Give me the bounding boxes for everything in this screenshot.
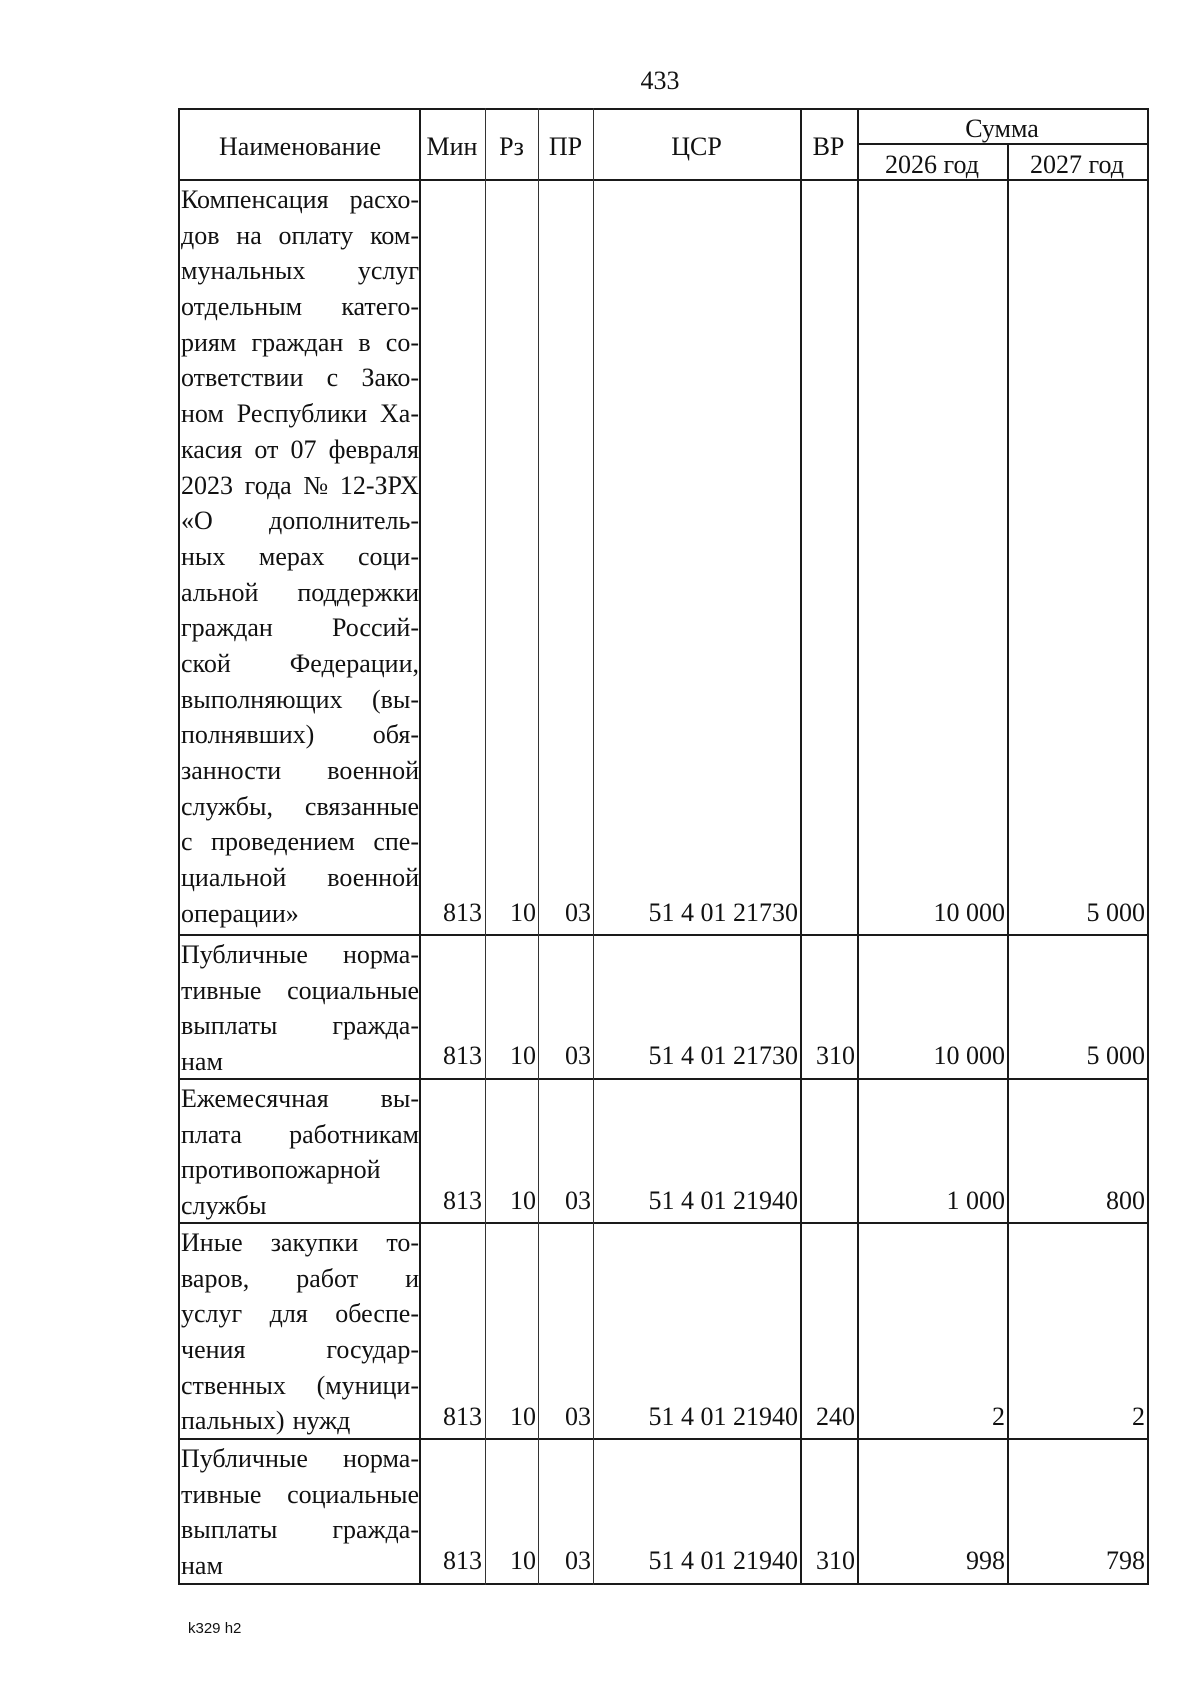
row-min: 813: [443, 1402, 482, 1431]
header-bottom-border: [178, 179, 1149, 181]
row-pr: 03: [565, 1546, 591, 1575]
row-name-line: ных мерах соци-: [181, 541, 419, 571]
row-pr: 03: [565, 898, 591, 927]
column-divider: [538, 108, 539, 1585]
row-name-line: выплаты гражда-: [181, 1011, 419, 1041]
row-name-line: 2023 года № 12-ЗРХ: [181, 470, 419, 500]
row-name: [181, 182, 419, 931]
column-divider: [1007, 143, 1009, 1585]
column-divider: [857, 108, 859, 1585]
row-name-line: службы: [181, 1191, 267, 1221]
row-sum-2027: 2: [1132, 1402, 1145, 1431]
row-name-line: полнявших) обя-: [181, 720, 419, 750]
row-name-line: варов, работ и: [181, 1263, 419, 1293]
row-name-line: касия от 07 февраля: [181, 434, 419, 464]
row-name-line: выплаты гражда-: [181, 1515, 419, 1545]
row-name: [181, 1441, 419, 1584]
row-name-line: службы, связанные: [181, 791, 419, 821]
row-min: 813: [443, 1546, 482, 1575]
footer-code: k329 h2: [188, 1620, 242, 1637]
row-name-line: нам: [181, 1551, 223, 1581]
header-year-2026: 2026 год: [885, 150, 979, 179]
row-csr: 51 4 01 21730: [648, 898, 798, 927]
row-rz: 10: [510, 1186, 536, 1215]
header-name: Наименование: [219, 132, 381, 161]
row-name-line: дов на оплату ком-: [181, 220, 419, 250]
row-name-line: плата работникам: [181, 1119, 419, 1149]
header-pr: ПР: [548, 132, 583, 161]
row-sum-2026: 1 000: [946, 1186, 1005, 1215]
row-rz: 10: [510, 1546, 536, 1575]
row-divider: [178, 1078, 1149, 1080]
row-name-line: нам: [181, 1047, 223, 1077]
row-csr: 51 4 01 21940: [648, 1546, 798, 1575]
header-rz: Рз: [499, 132, 524, 161]
row-sum-2026: 10 000: [933, 1041, 1005, 1070]
row-name-line: пальных) нужд: [181, 1406, 351, 1436]
row-sum-2027: 798: [1106, 1546, 1145, 1575]
row-name-line: выполняющих (вы-: [181, 684, 419, 714]
header-csr: ЦСР: [671, 132, 722, 161]
row-name-line: Компенсация расхо-: [181, 185, 419, 214]
row-min: 813: [443, 898, 482, 927]
row-name-line: ном Республики Ха-: [181, 399, 419, 429]
row-vr: 240: [816, 1402, 855, 1431]
row-name-line: ответствии с Зако-: [181, 363, 419, 393]
row-name-line: граждан Россий-: [181, 613, 419, 643]
row-name: [181, 1225, 419, 1439]
row-name-line: отдельным катего-: [181, 292, 419, 322]
row-min: 813: [443, 1041, 482, 1070]
row-name-line: занности военной: [181, 756, 419, 785]
header-sum: Сумма: [965, 114, 1039, 143]
row-vr: 310: [816, 1041, 855, 1070]
row-name-line: чения государ-: [181, 1335, 419, 1365]
table-top-border: [178, 108, 1149, 110]
row-name-line: ской Федерации,: [181, 648, 419, 678]
row-rz: 10: [510, 1041, 536, 1070]
row-name-line: Ежемесячная вы-: [181, 1084, 419, 1113]
row-csr: 51 4 01 21730: [648, 1041, 798, 1070]
row-csr: 51 4 01 21940: [648, 1402, 798, 1431]
row-name-line: с проведением спе-: [181, 827, 419, 857]
row-name-line: противопожарной: [181, 1155, 381, 1185]
table-bottom-border: [178, 1583, 1149, 1585]
table-left-border: [178, 108, 180, 1585]
row-divider: [178, 1438, 1149, 1440]
page-number: 433: [640, 66, 680, 95]
row-divider: [178, 1222, 1149, 1224]
row-name-line: ственных (муници-: [181, 1370, 419, 1400]
row-name-line: циальной военной: [181, 863, 419, 893]
header-year-2027: 2027 год: [1030, 150, 1124, 179]
row-name: [181, 937, 419, 1080]
table-right-border: [1147, 108, 1149, 1585]
row-rz: 10: [510, 1402, 536, 1431]
row-sum-2026: 998: [966, 1546, 1005, 1575]
row-pr: 03: [565, 1402, 591, 1431]
row-name-line: Публичные норма-: [181, 1444, 419, 1473]
column-divider: [593, 108, 594, 1585]
row-sum-2026: 2: [992, 1402, 1005, 1431]
row-name-line: риям граждан в со-: [181, 327, 419, 357]
column-divider: [485, 108, 486, 1585]
column-divider: [419, 108, 421, 1585]
header-vr: ВР: [812, 132, 845, 161]
row-sum-2027: 800: [1106, 1186, 1145, 1215]
row-min: 813: [443, 1186, 482, 1215]
row-name-line: услуг для обеспе-: [181, 1299, 419, 1329]
row-name: [181, 1081, 419, 1224]
row-divider: [178, 934, 1149, 936]
header-min: Мин: [426, 132, 478, 161]
row-name-line: тивные социальные: [181, 975, 419, 1005]
row-name-line: Иные закупки то-: [181, 1228, 419, 1257]
row-csr: 51 4 01 21940: [648, 1186, 798, 1215]
row-name-line: операции»: [181, 898, 299, 928]
column-divider: [800, 108, 802, 1585]
row-pr: 03: [565, 1041, 591, 1070]
row-name-line: тивные социальные: [181, 1479, 419, 1509]
row-sum-2027: 5 000: [1086, 898, 1145, 927]
row-sum-2027: 5 000: [1086, 1041, 1145, 1070]
row-name-line: мунальных услуг: [181, 256, 419, 286]
row-name-line: альной поддержки: [181, 577, 419, 607]
row-name-line: «О дополнитель-: [181, 506, 419, 536]
row-vr: 310: [816, 1546, 855, 1575]
row-pr: 03: [565, 1186, 591, 1215]
row-name-line: Публичные норма-: [181, 940, 419, 969]
row-rz: 10: [510, 898, 536, 927]
row-sum-2026: 10 000: [933, 898, 1005, 927]
sum-header-divider: [857, 143, 1149, 145]
